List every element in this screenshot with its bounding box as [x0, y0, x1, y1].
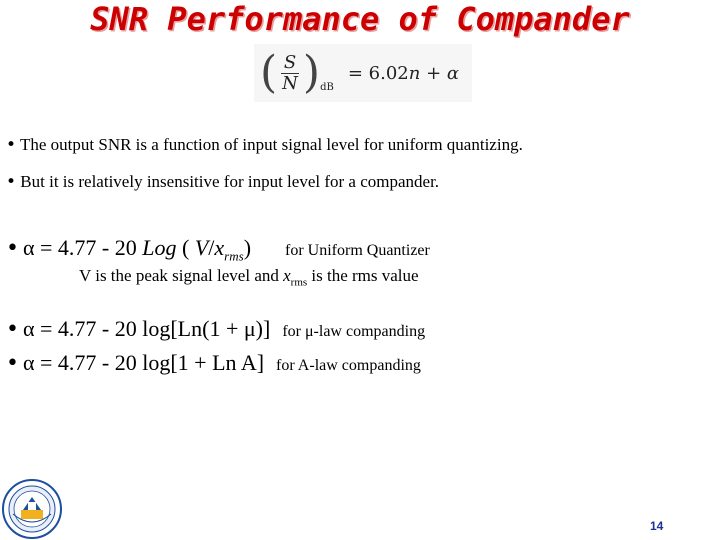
explain-part1: V is the peak signal level and [79, 266, 284, 285]
alpha-uniform-rms: rms [224, 248, 244, 264]
bullet-text: The output SNR is a function of input signal level for uniform quantizing. [19, 135, 523, 154]
left-paren: ( [260, 47, 278, 98]
bullet-marker: • [6, 172, 17, 192]
bullet-marker: • [6, 317, 19, 342]
formula-rhs-coefficient: = 6.02 [347, 62, 409, 84]
alpha-a-law-expr: α = 4.77 - 20 log[1 + Ln A] [22, 350, 265, 375]
alpha-mu-law-expr: α = 4.77 - 20 log[Ln(1 + μ)] [22, 316, 271, 341]
bullet-marker: • [6, 135, 17, 155]
alpha-uniform-line [6, 235, 430, 264]
explain-x: x [283, 266, 291, 285]
mu-law-note: for μ-law companding [282, 323, 426, 340]
alpha-uniform-close: ) [243, 235, 252, 260]
explain-part2: is the rms value [307, 266, 419, 285]
a-law-note: for A-law companding [276, 357, 421, 374]
formula-rhs [348, 63, 459, 84]
formula-rhs-variable: n [408, 62, 421, 84]
fraction-denominator: N [282, 72, 298, 94]
alpha-uniform-log: Log [142, 235, 177, 260]
alpha-uniform-expr [22, 235, 252, 264]
alpha-uniform-prefix: α = 4.77 - 20 [22, 235, 143, 260]
snr-formula-image [254, 44, 472, 102]
right-paren: ) [302, 47, 321, 98]
bullet-compander-insensitive [6, 172, 439, 192]
alpha-a-law-line [6, 350, 421, 376]
bullet-marker: • [6, 351, 19, 376]
bullet-uniform-snr [6, 135, 523, 155]
alpha-mu-law-line [6, 316, 425, 342]
alpha-uniform-x: x [214, 235, 225, 260]
alpha-uniform-open: ( [176, 235, 195, 260]
fraction-numerator: S [281, 53, 299, 74]
alpha-uniform-v: V [194, 235, 209, 260]
bullet-marker: • [6, 236, 19, 261]
snr-formula [260, 47, 460, 98]
formula-rhs-alpha: α [446, 62, 460, 84]
page-number: 14 [650, 519, 664, 533]
uniform-quantizer-note: for Uniform Quantizer [285, 242, 430, 259]
s-over-n-fraction [279, 53, 301, 94]
db-subscript: dB [320, 82, 334, 93]
slide-title: SNR Performance of Compander [90, 0, 630, 38]
alpha-uniform-slash: / [208, 235, 215, 260]
explain-rms: rms [290, 276, 308, 289]
formula-rhs-plus: + [426, 62, 442, 84]
bullet-text: But it is relatively insensitive for input level for a compander. [20, 172, 440, 191]
university-seal-icon [1, 478, 63, 540]
peak-signal-explanation [79, 266, 419, 288]
